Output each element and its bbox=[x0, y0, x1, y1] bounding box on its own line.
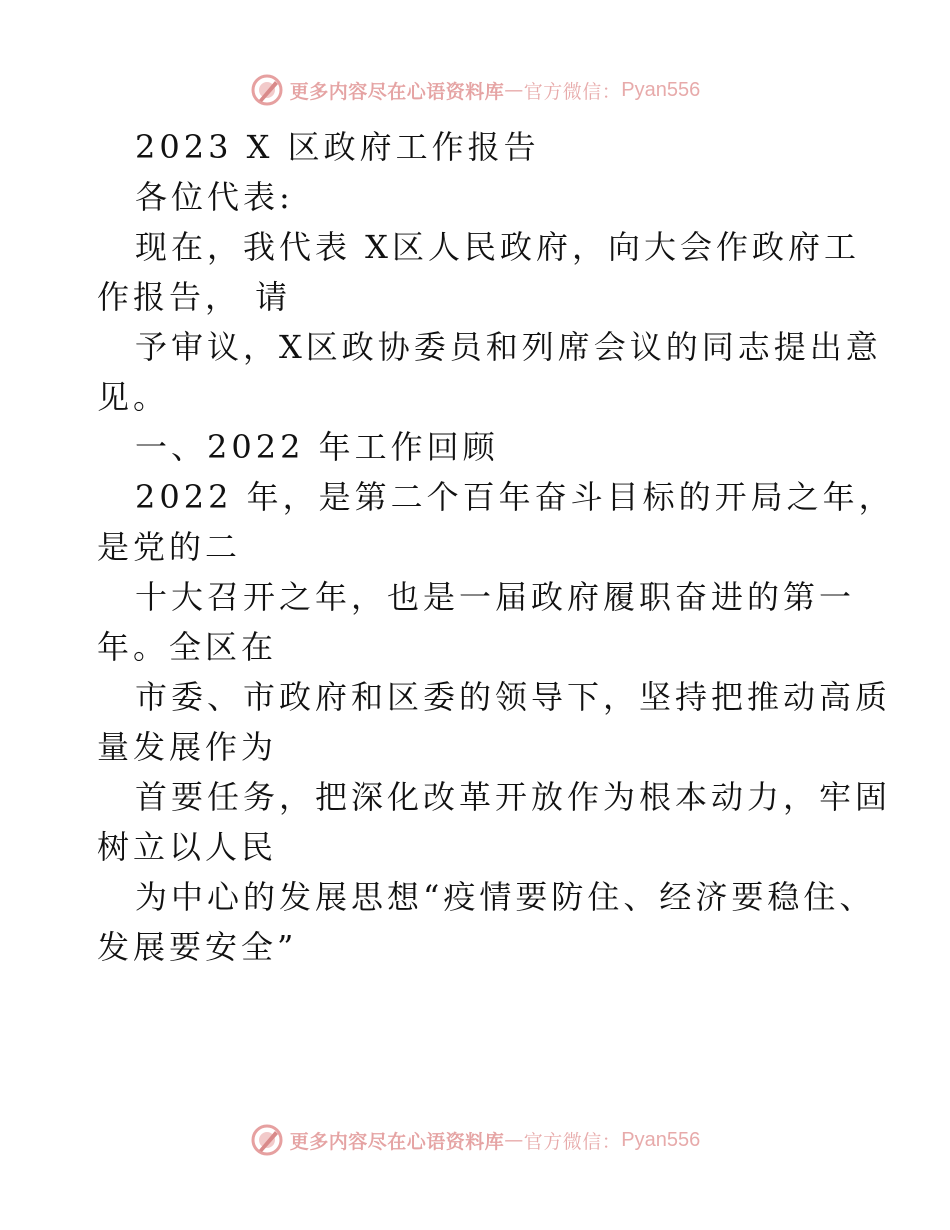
footer-watermark bbox=[0, 1120, 950, 1160]
watermark-wechat-id: Pyan556 bbox=[621, 78, 701, 101]
document-line: 2022 年，是第二个百年奋斗目标的开局之年， bbox=[135, 478, 895, 516]
document-line: 市委、市政府和区委的领导下，坚持把推动高质 bbox=[135, 678, 892, 716]
document-line: 现在，我代表 X区人民政府，向大会作政府工 bbox=[135, 228, 860, 266]
document-line: 树立以人民 bbox=[97, 828, 278, 866]
document-line: 首要任务，把深化改革开放作为根本动力，牢固 bbox=[135, 778, 892, 816]
document-line: 量发展作为 bbox=[97, 728, 278, 766]
pen-logo-icon bbox=[250, 73, 284, 107]
document-line: 为中心的发展思想“疫情要防住、经济要稳住、 bbox=[135, 878, 876, 916]
document-line: 见。 bbox=[97, 378, 170, 416]
watermark-separator: — bbox=[504, 1129, 524, 1151]
watermark-wechat-id: Pyan556 bbox=[621, 1128, 701, 1151]
pen-logo-icon bbox=[250, 1123, 284, 1157]
document-line: 发展要安全” bbox=[97, 928, 298, 966]
header-watermark bbox=[0, 70, 950, 110]
document-line: 十大召开之年，也是一届政府履职奋进的第一 bbox=[135, 578, 856, 616]
document-line: 一、2022 年工作回顾 bbox=[135, 428, 499, 466]
document-line: 各位代表: bbox=[135, 178, 294, 216]
watermark-separator: — bbox=[504, 79, 524, 101]
watermark-text: 更多内容尽在心语资料库 bbox=[289, 1130, 505, 1153]
watermark-text: 更多内容尽在心语资料库 bbox=[289, 80, 505, 103]
watermark-wechat-label: 官方微信： bbox=[523, 1130, 622, 1153]
document-line: 年。全区在 bbox=[97, 628, 278, 666]
document-line: 2023 X 区政府工作报告 bbox=[135, 128, 540, 166]
document-line: 是党的二 bbox=[97, 528, 242, 566]
watermark-wechat-label: 官方微信： bbox=[523, 80, 622, 103]
document-line: 作报告， 请 bbox=[97, 278, 292, 316]
document-body bbox=[97, 122, 895, 972]
document-line: 予审议，X区政协委员和列席会议的同志提出意 bbox=[135, 328, 882, 366]
